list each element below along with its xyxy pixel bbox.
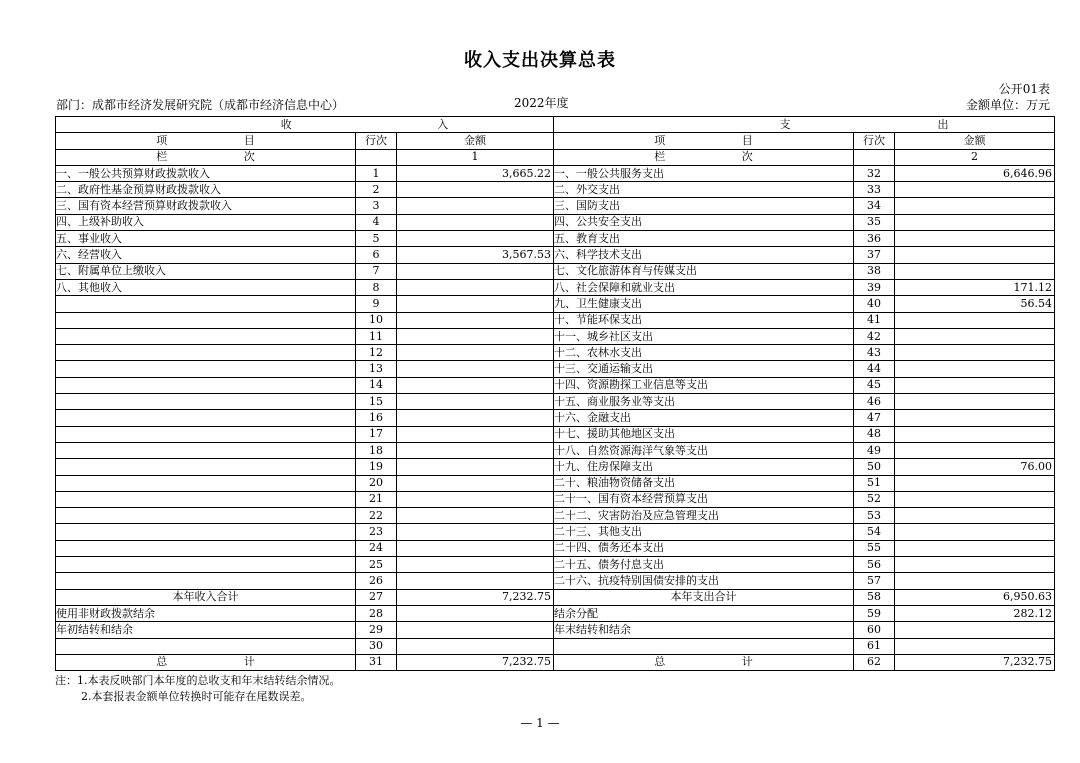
expense-amount: 171.12	[895, 279, 1055, 295]
expense-amount	[895, 638, 1055, 654]
expense-item-label: 结余分配	[554, 605, 854, 621]
expense-row-number: 34	[854, 198, 895, 214]
income-row-number: 27	[356, 589, 397, 605]
income-row-number: 17	[356, 426, 397, 442]
income-row-number: 8	[356, 279, 397, 295]
income-item-label: 本年收入合计	[56, 589, 356, 605]
income-amount	[397, 442, 554, 458]
table-row	[56, 638, 1055, 654]
income-row-number: 16	[356, 410, 397, 426]
income-row-number: 11	[356, 328, 397, 344]
expense-section-header	[554, 117, 1055, 133]
header-row-lan	[56, 149, 1055, 165]
expense-amount	[895, 442, 1055, 458]
expense-row-number: 39	[854, 279, 895, 295]
income-item-label	[56, 312, 356, 328]
expense-amount	[895, 524, 1055, 540]
income-row-number: 19	[356, 459, 397, 475]
expense-row-number: 32	[854, 165, 895, 181]
expense-item-header	[554, 133, 854, 149]
income-col-number: 1	[397, 149, 554, 165]
expense-item-label: 五、教育支出	[554, 231, 854, 247]
income-row-number: 21	[356, 491, 397, 507]
expense-lan-rowno	[854, 149, 895, 165]
expense-amount	[895, 540, 1055, 556]
expense-item-label: 二十一、国有资本经营预算支出	[554, 491, 854, 507]
page-title: 收入支出决算总表	[464, 50, 616, 71]
expense-row-number: 43	[854, 345, 895, 361]
expense-item-label: 六、科学技术支出	[554, 247, 854, 263]
table-row	[56, 214, 1055, 230]
table-row	[56, 361, 1055, 377]
expense-amount: 56.54	[895, 296, 1055, 312]
expense-row-number: 42	[854, 328, 895, 344]
table-row	[56, 491, 1055, 507]
income-lan-rowno	[356, 149, 397, 165]
expense-row-number: 62	[854, 654, 895, 670]
table-row	[56, 605, 1055, 621]
expense-row-number: 47	[854, 410, 895, 426]
lan-char-2: 次	[243, 150, 255, 164]
table-row	[56, 540, 1055, 556]
income-amount-header: 金额	[397, 133, 554, 149]
income-amount	[397, 524, 554, 540]
expense-row-number: 45	[854, 377, 895, 393]
expense-col-number: 2	[895, 149, 1055, 165]
income-row-number: 1	[356, 165, 397, 181]
income-item-label: 三、国有资本经营预算财政拨款收入	[56, 198, 356, 214]
expense-row-number: 33	[854, 182, 895, 198]
income-amount: 3,567.53	[397, 247, 554, 263]
income-amount	[397, 279, 554, 295]
grand-total-row	[56, 654, 1055, 670]
page-number: — 1 —	[520, 716, 560, 730]
income-item-label: 七、附属单位上缴收入	[56, 263, 356, 279]
expense-amount: 76.00	[895, 459, 1055, 475]
expense-item-label: 一、一般公共服务支出	[554, 165, 854, 181]
form-code: 公开01表	[998, 82, 1050, 96]
expense-item-label: 十、节能环保支出	[554, 312, 854, 328]
income-row-number: 7	[356, 263, 397, 279]
income-item-label	[56, 638, 356, 654]
table-row	[56, 279, 1055, 295]
lan-char-1: 栏	[654, 150, 666, 164]
expense-row-number: 58	[854, 589, 895, 605]
expense-amount	[895, 377, 1055, 393]
income-amount: 7,232.75	[397, 589, 554, 605]
expense-row-number: 50	[854, 459, 895, 475]
expense-row-number: 40	[854, 296, 895, 312]
income-item-label	[56, 491, 356, 507]
income-row-number: 22	[356, 508, 397, 524]
income-grand-total-label	[56, 654, 356, 670]
expense-row-number: 49	[854, 442, 895, 458]
income-item-label	[56, 296, 356, 312]
income-row-number: 10	[356, 312, 397, 328]
income-section-header	[56, 117, 554, 133]
expense-item-label: 十八、自然资源海洋气象等支出	[554, 442, 854, 458]
lan-char-1: 栏	[156, 150, 168, 164]
income-item-label	[56, 524, 356, 540]
year-label: 2022年度	[514, 96, 569, 110]
income-item-label: 四、上级补助收入	[56, 214, 356, 230]
expense-amount	[895, 573, 1055, 589]
expense-item-label: 年末结转和结余	[554, 622, 854, 638]
table-row	[56, 345, 1055, 361]
table-row	[56, 165, 1055, 181]
expense-char-1: 支	[779, 117, 791, 131]
income-item-label	[56, 394, 356, 410]
expense-amount: 282.12	[895, 605, 1055, 621]
income-item-label	[56, 475, 356, 491]
table-row	[56, 263, 1055, 279]
income-row-number: 14	[356, 377, 397, 393]
expense-amount	[895, 312, 1055, 328]
expense-amount	[895, 508, 1055, 524]
expense-item-label: 十二、农林水支出	[554, 345, 854, 361]
income-row-number: 6	[356, 247, 397, 263]
note-1: 注：1.本表反映部门本年度的总收支和年末结转结余情况。	[55, 674, 341, 687]
income-row-number: 9	[356, 296, 397, 312]
expense-item-label: 九、卫生健康支出	[554, 296, 854, 312]
expense-amount-header: 金额	[895, 133, 1055, 149]
item-char-2: 目	[741, 133, 753, 147]
income-amount	[397, 410, 554, 426]
income-amount	[397, 622, 554, 638]
income-item-label	[56, 410, 356, 426]
income-row-number: 4	[356, 214, 397, 230]
expense-item-label: 二十四、债务还本支出	[554, 540, 854, 556]
department-label: 部门：成都市经济发展研究院（成都市经济信息中心）	[56, 98, 345, 112]
total-char-2: 计	[741, 655, 753, 669]
income-row-number: 24	[356, 540, 397, 556]
income-row-number: 5	[356, 231, 397, 247]
total-char-1: 总	[156, 655, 168, 669]
table-row	[56, 557, 1055, 573]
total-char-1: 总	[654, 655, 666, 669]
table-row	[56, 524, 1055, 540]
income-item-label: 八、其他收入	[56, 279, 356, 295]
expense-item-label: 十六、金融支出	[554, 410, 854, 426]
expense-amount	[895, 410, 1055, 426]
income-char-2: 入	[437, 117, 449, 131]
income-row-number: 28	[356, 605, 397, 621]
income-amount	[397, 377, 554, 393]
income-row-number: 2	[356, 182, 397, 198]
expense-item-label: 十三、交通运输支出	[554, 361, 854, 377]
income-amount	[397, 508, 554, 524]
expense-amount	[895, 426, 1055, 442]
year-total-row	[56, 589, 1055, 605]
expense-amount	[895, 328, 1055, 344]
table-row	[56, 410, 1055, 426]
expense-amount: 6,950.63	[895, 589, 1055, 605]
expense-item-label: 二、外交支出	[554, 182, 854, 198]
income-item-label	[56, 573, 356, 589]
income-amount	[397, 296, 554, 312]
expense-row-number: 44	[854, 361, 895, 377]
expense-item-label: 七、文化旅游体育与传媒支出	[554, 263, 854, 279]
income-item-label: 六、经营收入	[56, 247, 356, 263]
income-item-label	[56, 377, 356, 393]
income-item-label	[56, 426, 356, 442]
expense-amount	[895, 247, 1055, 263]
income-item-label: 使用非财政拨款结余	[56, 605, 356, 621]
income-lan-header	[56, 149, 356, 165]
income-item-label	[56, 540, 356, 556]
income-row-number: 3	[356, 198, 397, 214]
income-item-label	[56, 328, 356, 344]
income-item-label	[56, 345, 356, 361]
expense-row-number: 59	[854, 605, 895, 621]
expense-row-number: 52	[854, 491, 895, 507]
income-amount	[397, 361, 554, 377]
income-item-label	[56, 442, 356, 458]
expense-amount	[895, 214, 1055, 230]
income-row-number: 29	[356, 622, 397, 638]
table-row	[56, 508, 1055, 524]
expense-item-label: 四、公共安全支出	[554, 214, 854, 230]
expense-row-number: 60	[854, 622, 895, 638]
expense-amount	[895, 475, 1055, 491]
income-amount	[397, 345, 554, 361]
item-char-1: 项	[156, 133, 168, 147]
table-row	[56, 296, 1055, 312]
expense-amount	[895, 394, 1055, 410]
header-row-section	[56, 117, 1055, 133]
income-row-number: 15	[356, 394, 397, 410]
income-amount	[397, 328, 554, 344]
expense-row-number: 41	[854, 312, 895, 328]
income-amount: 3,665.22	[397, 165, 554, 181]
table-row	[56, 182, 1055, 198]
unit-label: 金额单位：万元	[965, 98, 1050, 112]
table-row	[56, 377, 1055, 393]
table-row	[56, 426, 1055, 442]
income-expense-table	[55, 116, 1055, 671]
expense-amount	[895, 622, 1055, 638]
expense-item-label: 十七、援助其他地区支出	[554, 426, 854, 442]
table-row	[56, 442, 1055, 458]
expense-amount	[895, 491, 1055, 507]
expense-row-number: 53	[854, 508, 895, 524]
table-row	[56, 622, 1055, 638]
income-row-number: 31	[356, 654, 397, 670]
expense-row-number: 51	[854, 475, 895, 491]
income-amount	[397, 263, 554, 279]
expense-row-number: 36	[854, 231, 895, 247]
income-amount	[397, 214, 554, 230]
income-amount	[397, 475, 554, 491]
expense-char-2: 出	[937, 117, 949, 131]
expense-lan-header	[554, 149, 854, 165]
table-row	[56, 328, 1055, 344]
expense-row-number: 38	[854, 263, 895, 279]
expense-item-label: 十一、城乡社区支出	[554, 328, 854, 344]
table-row	[56, 312, 1055, 328]
expense-amount	[895, 231, 1055, 247]
expense-amount: 7,232.75	[895, 654, 1055, 670]
expense-amount	[895, 557, 1055, 573]
expense-item-label: 二十六、抗疫特别国债安排的支出	[554, 573, 854, 589]
income-amount	[397, 540, 554, 556]
expense-item-label: 十五、商业服务业等支出	[554, 394, 854, 410]
income-amount: 7,232.75	[397, 654, 554, 670]
item-char-2: 目	[243, 133, 255, 147]
expense-item-label: 二十三、其他支出	[554, 524, 854, 540]
expense-row-number: 35	[854, 214, 895, 230]
expense-item-label: 八、社会保障和就业支出	[554, 279, 854, 295]
expense-amount: 6,646.96	[895, 165, 1055, 181]
expense-row-number: 55	[854, 540, 895, 556]
income-item-label	[56, 508, 356, 524]
income-amount	[397, 459, 554, 475]
expense-amount	[895, 345, 1055, 361]
income-amount	[397, 638, 554, 654]
income-amount	[397, 182, 554, 198]
header-row-columns	[56, 133, 1055, 149]
expense-row-number: 46	[854, 394, 895, 410]
income-char-1: 收	[280, 117, 292, 131]
expense-amount	[895, 361, 1055, 377]
income-amount	[397, 231, 554, 247]
lan-char-2: 次	[741, 150, 753, 164]
expense-row-number: 57	[854, 573, 895, 589]
note-2: 2.本套报表金额单位转换时可能存在尾数误差。	[81, 690, 312, 703]
expense-amount	[895, 198, 1055, 214]
income-amount	[397, 426, 554, 442]
income-item-label: 年初结转和结余	[56, 622, 356, 638]
income-item-label: 二、政府性基金预算财政拨款收入	[56, 182, 356, 198]
expense-amount	[895, 182, 1055, 198]
table-row	[56, 247, 1055, 263]
item-char-1: 项	[654, 133, 666, 147]
table-row	[56, 198, 1055, 214]
expense-item-label: 十九、住房保障支出	[554, 459, 854, 475]
notes	[55, 673, 341, 705]
income-row-number: 13	[356, 361, 397, 377]
expense-amount	[895, 263, 1055, 279]
income-item-label	[56, 459, 356, 475]
table-row	[56, 231, 1055, 247]
table-row	[56, 475, 1055, 491]
expense-row-number: 54	[854, 524, 895, 540]
table-row	[56, 394, 1055, 410]
income-row-number: 12	[356, 345, 397, 361]
income-row-number: 20	[356, 475, 397, 491]
income-amount	[397, 198, 554, 214]
income-amount	[397, 605, 554, 621]
income-item-label	[56, 361, 356, 377]
income-row-number: 25	[356, 557, 397, 573]
income-item-label: 五、事业收入	[56, 231, 356, 247]
expense-item-label: 二十、粮油物资储备支出	[554, 475, 854, 491]
income-row-number: 18	[356, 442, 397, 458]
expense-grand-total-label	[554, 654, 854, 670]
total-char-2: 计	[243, 655, 255, 669]
expense-item-label: 二十五、债务付息支出	[554, 557, 854, 573]
income-amount	[397, 394, 554, 410]
expense-row-number: 37	[854, 247, 895, 263]
expense-item-label: 三、国防支出	[554, 198, 854, 214]
expense-item-label: 二十二、灾害防治及应急管理支出	[554, 508, 854, 524]
expense-row-number: 56	[854, 557, 895, 573]
income-amount	[397, 491, 554, 507]
expense-row-number: 48	[854, 426, 895, 442]
expense-item-label	[554, 638, 854, 654]
expense-item-label: 十四、资源勘探工业信息等支出	[554, 377, 854, 393]
income-item-label: 一、一般公共预算财政拨款收入	[56, 165, 356, 181]
expense-rowno-header: 行次	[854, 133, 895, 149]
income-item-header	[56, 133, 356, 149]
table-row	[56, 459, 1055, 475]
income-amount	[397, 557, 554, 573]
table-row	[56, 573, 1055, 589]
income-amount	[397, 573, 554, 589]
income-row-number: 26	[356, 573, 397, 589]
income-rowno-header: 行次	[356, 133, 397, 149]
expense-row-number: 61	[854, 638, 895, 654]
expense-item-label: 本年支出合计	[554, 589, 854, 605]
income-amount	[397, 312, 554, 328]
income-row-number: 23	[356, 524, 397, 540]
income-row-number: 30	[356, 638, 397, 654]
income-item-label	[56, 557, 356, 573]
